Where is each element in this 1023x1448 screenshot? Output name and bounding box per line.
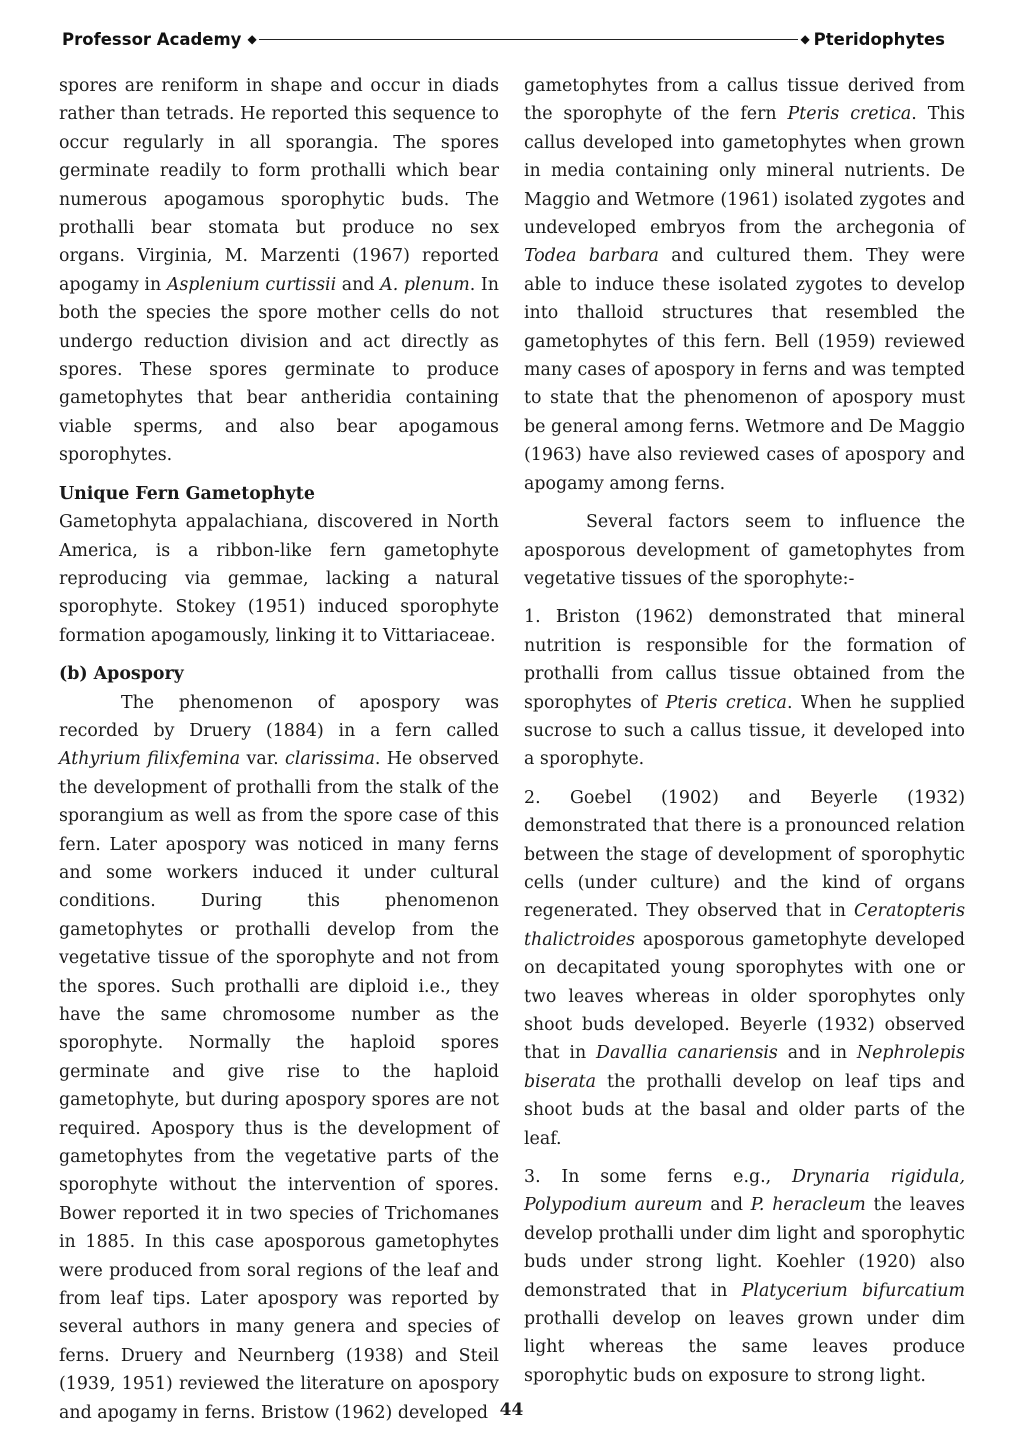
left-column <box>59 72 499 1427</box>
heading-apospory: (b) Apospory <box>59 664 184 685</box>
left-paragraph-1: spores are reniform in shape and occur in diads rather than tetrads. He reported this sequence to occur regularly in all sporangia. The spores germinate readily to form prothalli which bear numerous apogamous sporophytic buds. The prothalli bear stomata but produce no sex organs. Virginia, M. Marzenti (1967) reported apogamy in Asplenium curtissii and A. plenum. In both the species the spore mother cells do not undergo reduction division and act directly as spores. These spores germinate to produce gametophytes that bear antheridia containing viable sperms, and also bear apogamous sporophytes. <box>59 76 499 466</box>
right-paragraph-5: 3. In some ferns e.g., Drynaria rigidula, Polypodium aureum and P. heracleum the leaves develop prothalli under dim light and sporophytic buds under strong light. Koehler (1920) also demonstrated that in Platycerium bifurcatium prothalli develop on leaves grown under dim light whereas the same leaves produce sporophytic buds on exposure to strong light. <box>524 1167 966 1386</box>
page-header <box>62 26 945 52</box>
left-paragraph-2: Gametophyta appalachiana, discovered in North America, is a ribbon-like fern gametophyte reproducing via gemmae, lacking a natural sporophyte. Stokey (1951) induced sporophyte formation apogamously, linking it to Vittariaceae. <box>59 512 499 646</box>
right-paragraph-2: Several factors seem to influence the aposporous development of gametophytes from vegetative tissues of the sporophyte:- <box>524 512 965 589</box>
header-right-diamond: ◆ <box>800 32 810 46</box>
right-paragraph-1: gametophytes from a callus tissue derived from the sporophyte of the fern Pteris cretica. This callus developed into gametophytes when grown in media containing only mineral nutrients. De Maggio and Wetmore (1961) isolated zygotes and undeveloped embryos from the archegonia of Todea barbara and cultured them. They were able to induce these isolated zygotes to develop into thalloid structures that resembled the gametophytes of this fern. Bell (1959) reviewed many cases of apospory in ferns and was tempted to state that the phenomenon of apospory must be general among ferns. Wetmore and De Maggio (1963) have also reviewed cases of apospory and apogamy among ferns. <box>524 76 965 494</box>
header-rule <box>259 39 799 40</box>
page-number: 44 <box>499 1400 524 1420</box>
right-column <box>524 72 965 1390</box>
header-left-diamond: ◆ <box>247 32 257 46</box>
left-paragraph-3: The phenomenon of apospory was recorded by Druery (1884) in a fern called Athyrium filixfemina var. clarissima. He observed the development of prothalli from the stalk of the sporangium as well as from the spore case of this fern. Later apospory was noticed in many ferns and some workers induced it under cultural conditions. During this phenomenon gametophytes or prothalli develop from the vegetative tissue of the sporophyte and not from the spores. Such prothalli are diploid i.e., they have the same chromosome number as the sporophyte. Normally the haploid spores germinate and give rise to the haploid gametophyte, but during apospory spores are not required. Apospory thus is the development of gametophytes from the vegetative parts of the sporophyte without the intervention of spores. Bower reported it in two species of Trichomanes in 1885. In this case aposporous gametophytes were produced from soral regions of the leaf and from leaf tips. Later apospory was reported by several authors in many genera and species of ferns. Druery and Neurnberg (1938) and Steil (1939, 1951) reviewed the literature on apospory and apogamy in ferns. Bristow (1962) developed <box>59 692 499 1423</box>
right-paragraph-3: 1. Briston (1962) demonstrated that mineral nutrition is responsible for the formation of prothalli from callus tissue obtained from the sporophytes of Pteris cretica. When he supplied sucrose to such a callus tissue, it developed into a sporophyte. <box>524 607 966 770</box>
header-right-title: Pteridophytes <box>813 29 945 49</box>
right-paragraph-4: 2. Goebel (1902) and Beyerle (1932) demonstrated that there is a pronounced relation between the stage of development of sporophytic cells (under culture) and the kind of organs regenerated. They observed that in Ceratopteris thalictroides aposporous gametophyte developed on decapitated young sporophytes with one or two leaves whereas in older sporophytes only shoot buds developed. Beyerle (1932) observed that in Davallia canariensis and in Nephrolepis biserata the prothalli develop on leaf tips and shoot buds at the basal and older parts of the leaf. <box>524 787 965 1149</box>
heading-unique-fern-gametophyte: Unique Fern Gametophyte <box>59 483 315 504</box>
header-left-title: Professor Academy <box>62 29 242 49</box>
